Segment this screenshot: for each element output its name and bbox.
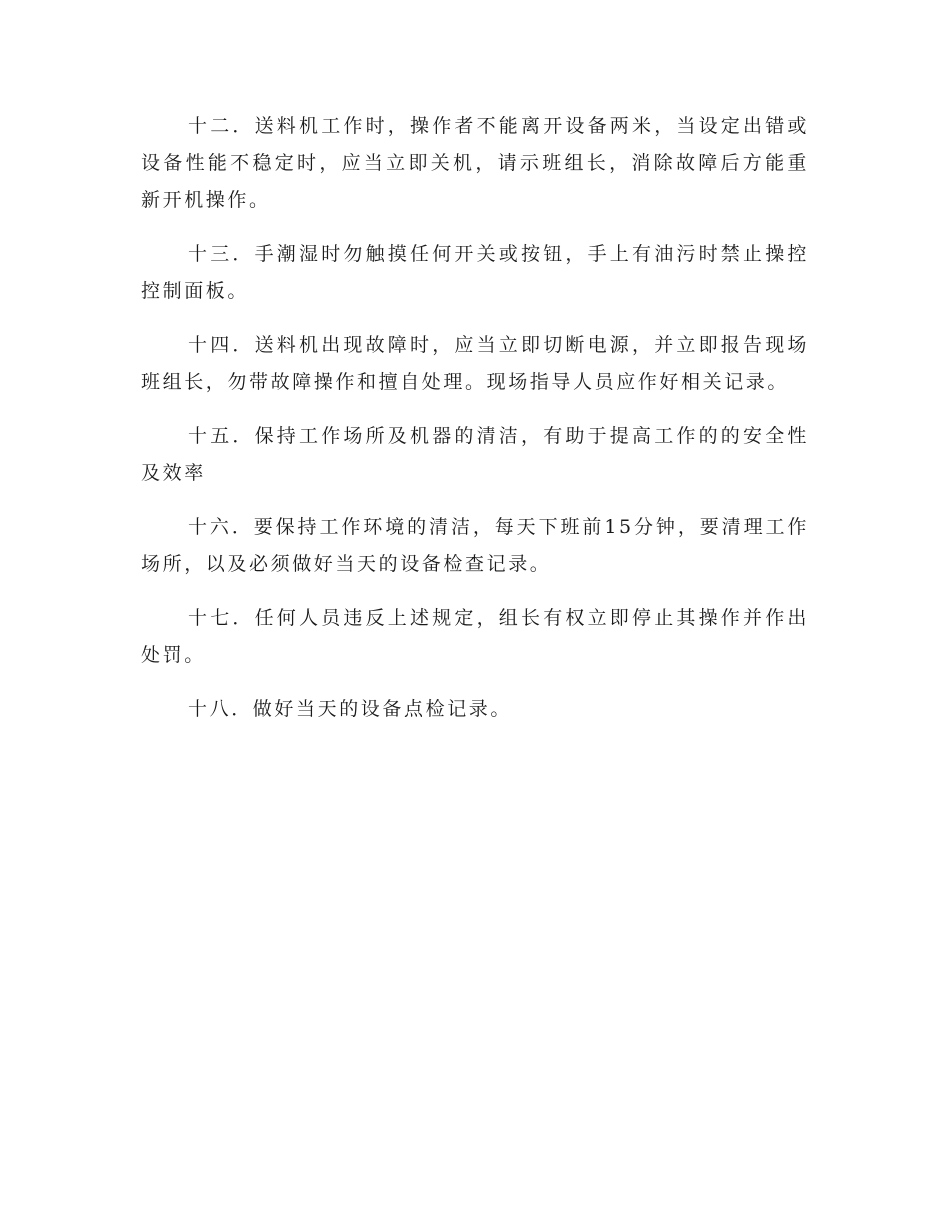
- rule-paragraph-12: 十二．送料机工作时，操作者不能离开设备两米，当设定出错或设备性能不稳定时，应当立即关机，请示班组长，消除故障后方能重新开机操作。: [141, 115, 809, 211]
- document-body: [141, 108, 809, 745]
- rule-paragraph-18: 十八．做好当天的设备点检记录。: [188, 698, 513, 720]
- rule-paragraph-16: 十六．要保持工作环境的清洁，每天下班前15分钟，要清理工作场所，以及必须做好当天的设备检查记录。: [141, 516, 809, 575]
- rule-paragraph-17: 十七．任何人员违反上述规定，组长有权立即停止其操作并作出处罚。: [141, 607, 809, 666]
- rule-paragraph-15: 十五．保持工作场所及机器的清洁，有助于提高工作的的安全性及效率: [141, 425, 809, 484]
- rule-paragraph-13: 十三．手潮湿时勿触摸任何开关或按钮，手上有油污时禁止操控控制面板。: [141, 243, 809, 302]
- rule-paragraph-14: 十四．送料机出现故障时，应当立即切断电源，并立即报告现场班组长，勿带故障操作和擅自处理。现场指导人员应作好相关记录。: [141, 334, 809, 393]
